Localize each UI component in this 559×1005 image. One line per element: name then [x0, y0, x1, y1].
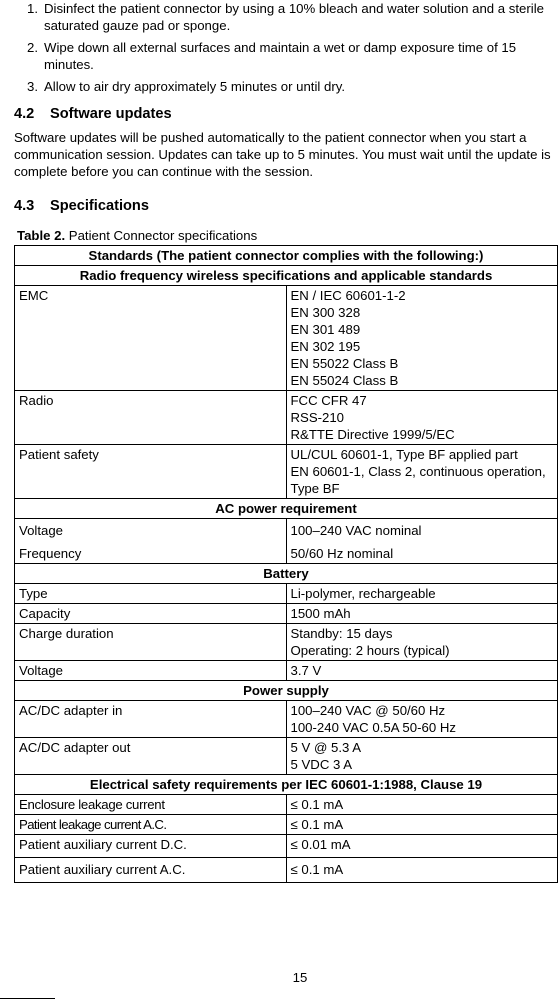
spec-value-line: FCC CFR 47 — [290, 393, 367, 408]
table-row — [15, 775, 558, 795]
spec-label: Enclosure leakage current — [15, 795, 287, 815]
table-caption-label: Table 2. — [17, 228, 66, 243]
table-row — [15, 858, 558, 883]
table-row — [15, 795, 558, 815]
spec-value — [286, 286, 558, 391]
spec-value-line: EN / IEC 60601-1-2 — [290, 288, 406, 303]
section-header-standards: Standards (The patient connector complies with the following:) — [15, 246, 558, 266]
spec-value-line: 100-240 VAC 0.5A 50-60 Hz — [290, 720, 456, 735]
section-title: Software updates — [50, 106, 172, 122]
spec-value-line: R&TTE Directive 1999/5/EC — [290, 427, 455, 442]
step-number: 2. — [27, 40, 38, 55]
table-row — [15, 661, 558, 681]
page-number: 15 — [292, 970, 308, 985]
section-header-radio: Radio frequency wireless specifications and applicable standards — [15, 266, 558, 286]
software-updates-heading — [14, 106, 172, 123]
spec-label: Voltage — [15, 519, 287, 541]
spec-value-line: Standby: 15 days — [290, 626, 393, 641]
section-header-power-supply: Power supply — [15, 681, 558, 701]
cleaning-steps-list — [21, 0, 559, 100]
table-row — [15, 835, 558, 858]
section-header-ac-power: AC power requirement — [15, 499, 558, 519]
table-row — [15, 584, 558, 604]
spec-value-line: 5 VDC 3 A — [290, 757, 353, 772]
spec-label: Patient safety — [15, 445, 287, 499]
spec-value-line: UL/CUL 60601-1, Type BF applied part — [290, 447, 518, 462]
section-title: Specifications — [50, 198, 149, 214]
spec-label: AC/DC adapter out — [15, 738, 287, 775]
spec-value: 100–240 VAC nominal — [286, 519, 558, 541]
spec-value: ≤ 0.1 mA — [286, 815, 558, 835]
step-text: Allow to air dry approximately 5 minutes or until dry. — [44, 79, 345, 94]
spec-value-line: EN 301 489 — [290, 322, 361, 337]
section-number: 4.2 — [14, 106, 35, 122]
table-row — [15, 519, 558, 541]
spec-label: Patient leakage current A.C. — [15, 815, 287, 835]
step-text: Wipe down all external surfaces and maintain a wet or damp exposure time of 15 minutes. — [44, 40, 517, 72]
list-item — [21, 0, 559, 34]
table-row — [15, 604, 558, 624]
table-row — [15, 624, 558, 661]
spec-value — [286, 391, 558, 445]
spec-label: Capacity — [15, 604, 287, 624]
table-row — [15, 701, 558, 738]
section-header-electrical-safety: Electrical safety requirements per IEC 60601-1:1988, Clause 19 — [15, 775, 558, 795]
specifications-heading — [14, 198, 149, 215]
spec-value: Li-polymer, rechargeable — [286, 584, 558, 604]
step-number: 1. — [27, 1, 38, 16]
spec-value — [286, 445, 558, 499]
specifications-table — [14, 245, 558, 883]
table-row — [15, 815, 558, 835]
spec-value: 1500 mAh — [286, 604, 558, 624]
table-caption-text: Patient Connector specifications — [65, 228, 258, 243]
spec-label: Patient auxiliary current D.C. — [15, 835, 287, 858]
section-number: 4.3 — [14, 198, 35, 214]
spec-value-line: EN 300 328 — [290, 305, 361, 320]
section-header-battery: Battery — [15, 564, 558, 584]
step-text: Disinfect the patient connector by using a 10% bleach and water solution and a sterile saturated gauze pad or sponge. — [44, 1, 544, 33]
table-row — [15, 499, 558, 519]
list-item — [21, 39, 559, 73]
table-row — [15, 286, 558, 391]
spec-value — [286, 701, 558, 738]
spec-label: AC/DC adapter in — [15, 701, 287, 738]
spec-value — [286, 624, 558, 661]
table-row — [15, 391, 558, 445]
table-row — [15, 266, 558, 286]
spec-value-line: Operating: 2 hours (typical) — [290, 643, 450, 658]
spec-label: Charge duration — [15, 624, 287, 661]
spec-value: 3.7 V — [286, 661, 558, 681]
spec-label: Type — [15, 584, 287, 604]
spec-value-line: 5 V @ 5.3 A — [290, 740, 362, 755]
spec-label: Frequency — [15, 540, 287, 564]
spec-value: ≤ 0.1 mA — [286, 795, 558, 815]
step-number: 3. — [27, 79, 38, 94]
table-row — [15, 681, 558, 701]
spec-label: Patient auxiliary current A.C. — [15, 858, 287, 883]
spec-value-line: 100–240 VAC @ 50/60 Hz — [290, 703, 446, 718]
spec-label: Voltage — [15, 661, 287, 681]
spec-value — [286, 738, 558, 775]
table-row — [15, 738, 558, 775]
spec-value: 50/60 Hz nominal — [286, 540, 558, 564]
spec-value-line: EN 302 195 — [290, 339, 361, 354]
spec-value-line: EN 55024 Class B — [290, 373, 399, 388]
spec-value: ≤ 0.01 mA — [286, 835, 558, 858]
table-row — [15, 540, 558, 564]
spec-value-line: RSS-210 — [290, 410, 345, 425]
table-row — [15, 445, 558, 499]
table-row — [15, 564, 558, 584]
table-row — [15, 246, 558, 266]
list-item — [21, 78, 559, 95]
software-updates-paragraph: Software updates will be pushed automatically to the patient connector when you start a communication session. Updates can take up to 5 minutes. You must wait until the update is complete before you can continue with the session. — [14, 130, 551, 179]
footer-rule — [0, 998, 55, 999]
spec-label: EMC — [15, 286, 287, 391]
spec-label: Radio — [15, 391, 287, 445]
spec-value: ≤ 0.1 mA — [286, 858, 558, 883]
spec-value-line: EN 55022 Class B — [290, 356, 399, 371]
spec-value-line: EN 60601-1, Class 2, continuous operation, Type BF — [290, 464, 546, 496]
table-caption — [17, 227, 257, 244]
